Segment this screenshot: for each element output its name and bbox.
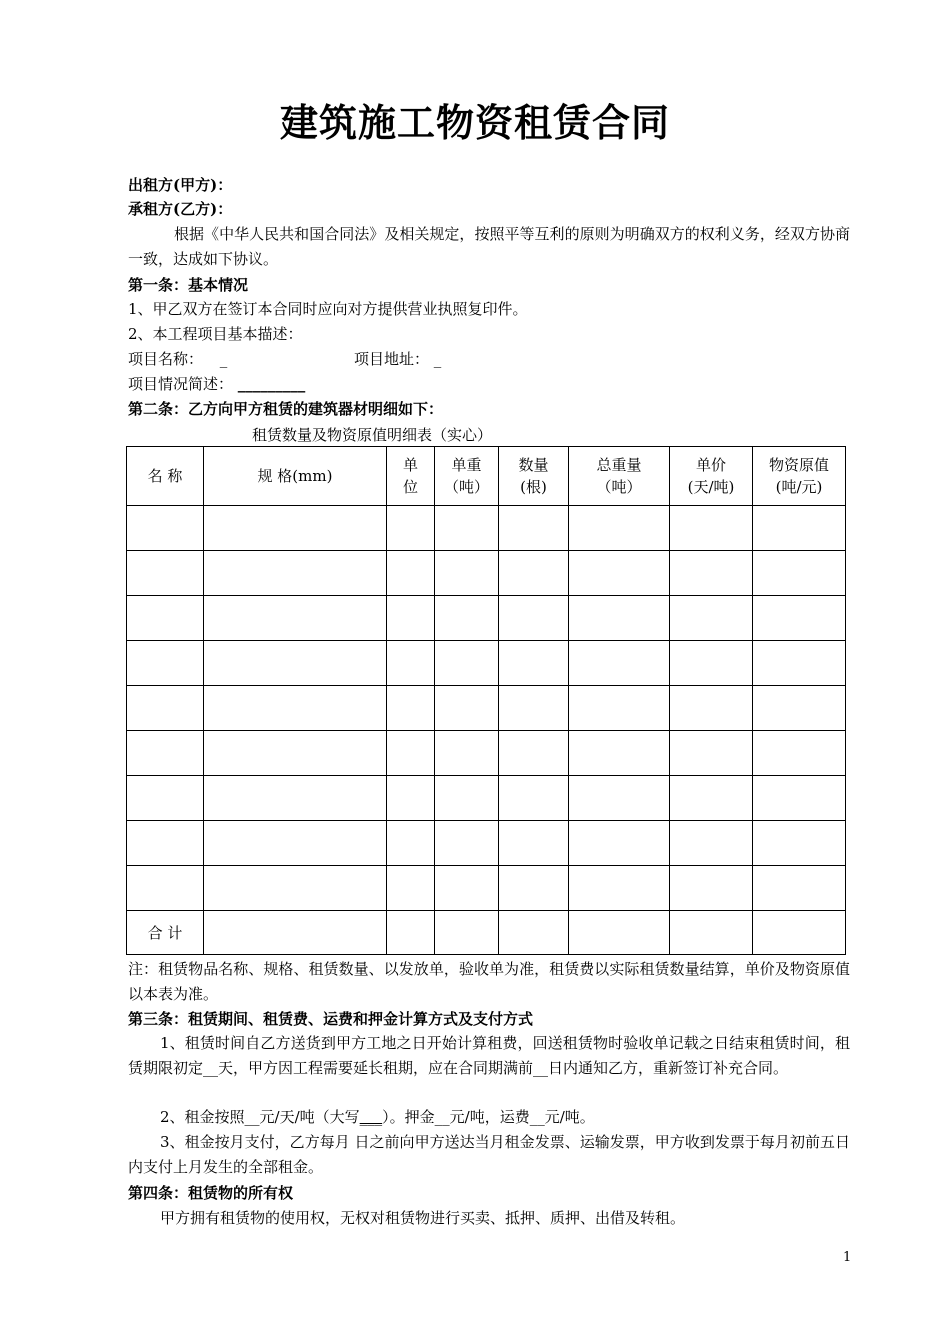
article1-heading: 第一条：基本情况: [128, 276, 249, 294]
table-row: [127, 866, 846, 911]
col-name-header: 名 称: [127, 447, 204, 506]
table-caption: 租赁数量及物资原值明细表（实心）: [252, 426, 493, 444]
table-row: [127, 686, 846, 731]
page-number: 1: [843, 1250, 852, 1265]
article3-para2: 2、租金按照__元/天/吨（大写___）。押金__元/吨，运费__元/吨。: [160, 1108, 595, 1126]
table-row: [127, 821, 846, 866]
col-original-value-header: 物资原值 (吨/元): [753, 447, 846, 506]
col-unit-weight-header: 单重 （吨）: [435, 447, 499, 506]
intro-paragraph: 根据《中华人民共和国合同法》及相关规定，按照平等互利的原则为明确双方的权利义务，经双方协商一致，达成如下协议。: [128, 225, 850, 268]
project-address-blank: _: [433, 350, 442, 368]
table-row: [127, 596, 846, 641]
project-desc-row: [128, 372, 853, 396]
table-row: [127, 506, 846, 551]
total-label: 合 计: [127, 911, 204, 955]
article4-heading: 第四条：租赁物的所有权: [128, 1184, 294, 1202]
col-spec-header: 规 格(mm): [204, 447, 387, 506]
lessor-label: 出租方(甲方)：: [128, 176, 233, 194]
article3-para1: 1、租赁时间自乙方送货到甲方工地之日开始计算租费，回送租赁物时验收单记载之日结束租赁时间，租赁期限初定__天，甲方因工程需要延长租期，应在合同期满前__日内通知乙方，重新签订补充合同。: [128, 1034, 850, 1077]
table-row: [127, 551, 846, 596]
table-note: 注：租赁物品名称、规格、租赁数量、以发放单，验收单为准，租赁费以实际租赁数量结算，单价及物资原值以本表为准。: [128, 960, 850, 1003]
contract-title: 建筑施工物资租赁合同: [279, 100, 670, 145]
project-name-blank: _: [219, 350, 228, 368]
table-row: [127, 776, 846, 821]
rental-table: [126, 446, 846, 955]
article1-item1: 1、甲乙双方在签订本合同时应向对方提供营业执照复印件。: [128, 300, 528, 318]
article3-para3: 3、租金按月支付，乙方每月 日之前向甲方送达当月租金发票、运输发票，甲方收到发票于每月初前五日内支付上月发生的全部租金。: [128, 1133, 850, 1176]
col-unit-header: 单 位: [387, 447, 435, 506]
table-header-row: [127, 447, 846, 506]
project-desc-label: 项目情况简述：: [128, 375, 234, 393]
table-row: [127, 641, 846, 686]
article3-heading: 第三条：租赁期间、租赁费、运费和押金计算方式及支付方式: [128, 1010, 534, 1028]
col-quantity-header: 数量 (根): [499, 447, 569, 506]
col-total-weight-header: 总重量 （吨）: [569, 447, 670, 506]
project-address-label: 项目地址：: [354, 350, 430, 368]
lessee-label: 承租方(乙方)：: [128, 200, 233, 218]
article4-para1: 甲方拥有租赁物的使用权，无权对租赁物进行买卖、抵押、质押、出借及转租。: [160, 1209, 686, 1227]
project-desc-blank: _________: [237, 375, 306, 393]
article2-heading: 第二条：乙方向甲方租赁的建筑器材明细如下：: [128, 400, 444, 418]
table-total-row: [127, 911, 846, 955]
article1-item2: 2、本工程项目基本描述：: [128, 325, 303, 343]
amount-in-words-blank: ___: [359, 1108, 383, 1126]
table-row: [127, 731, 846, 776]
project-name-label: 项目名称：: [128, 350, 204, 368]
col-unit-price-header: 单价 (天/吨): [670, 447, 753, 506]
project-address-row: [354, 347, 654, 371]
